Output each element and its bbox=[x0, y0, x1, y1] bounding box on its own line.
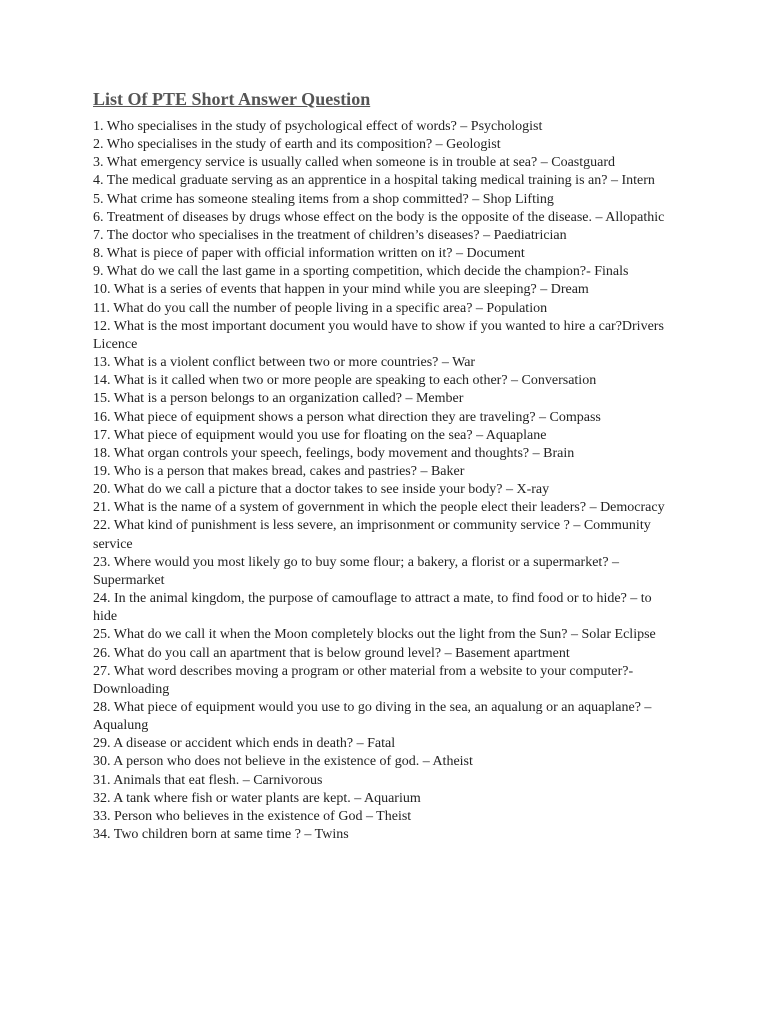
list-item: 28. What piece of equipment would you use to go diving in the sea, an aqualung or an aquaplane? – Aqualung bbox=[93, 700, 652, 734]
list-item: 1. Who specialises in the study of psychological effect of words? – Psychologist bbox=[93, 119, 543, 134]
question-list bbox=[93, 118, 673, 844]
list-item: 19. Who is a person that makes bread, cakes and pastries? – Baker bbox=[93, 463, 465, 479]
list-item: 26. What do you call an apartment that is below ground level? – Basement apartment bbox=[93, 645, 570, 661]
list-item: 18. What organ controls your speech, feelings, body movement and thoughts? – Brain bbox=[93, 445, 575, 461]
list-item: 3. What emergency service is usually called when someone is in trouble at sea? – Coastguard bbox=[93, 155, 615, 171]
list-item: 22. What kind of punishment is less severe, an imprisonment or community service ? – Community service bbox=[93, 518, 651, 552]
list-item: 23. Where would you most likely go to buy some flour; a bakery, a florist or a supermarket? – Supermarket bbox=[93, 554, 620, 588]
list-item: 8. What is piece of paper with official information written on it? – Document bbox=[93, 246, 525, 262]
list-item: 13. What is a violent conflict between two or more countries? – War bbox=[93, 355, 476, 371]
list-item: 29. A disease or accident which ends in death? – Fatal bbox=[93, 736, 396, 752]
list-item: 2. Who specialises in the study of earth and its composition? – Geologist bbox=[93, 137, 501, 153]
list-item: 20. What do we call a picture that a doctor takes to see inside your body? – X-ray bbox=[93, 482, 550, 498]
list-item: 10. What is a series of events that happen in your mind while you are sleeping? – Dream bbox=[93, 282, 589, 298]
list-item: 4. The medical graduate serving as an apprentice in a hospital taking medical training is an? – Intern bbox=[93, 173, 655, 189]
list-item: 15. What is a person belongs to an organization called? – Member bbox=[93, 391, 464, 407]
list-item: 24. In the animal kingdom, the purpose of camouflage to attract a mate, to find food or to hide? – to hide bbox=[93, 591, 652, 625]
list-item: 32. A tank where fish or water plants are kept. – Aquarium bbox=[93, 790, 421, 806]
list-item: 25. What do we call it when the Moon completely blocks out the light from the Sun? – Solar Eclipse bbox=[93, 627, 656, 643]
list-item: 16. What piece of equipment shows a person what direction they are traveling? – Compass bbox=[93, 409, 601, 425]
list-item: 34. Two children born at same time ? – Twins bbox=[93, 827, 349, 843]
list-item: 30. A person who does not believe in the existence of god. – Atheist bbox=[93, 754, 473, 770]
list-item: 9. What do we call the last game in a sporting competition, which decide the champion?- Finals bbox=[93, 264, 629, 280]
document-page bbox=[93, 88, 673, 844]
document-title: List Of PTE Short Answer Question bbox=[93, 89, 371, 109]
list-item: 11. What do you call the number of people living in a specific area? – Population bbox=[93, 300, 548, 316]
list-item: 6. Treatment of diseases by drugs whose effect on the body is the opposite of the disease. – Allopathic bbox=[93, 209, 665, 225]
list-item: 33. Person who believes in the existence of God – Theist bbox=[93, 808, 412, 824]
list-item: 27. What word describes moving a program or other material from a website to your computer?- Downloading bbox=[93, 663, 634, 697]
list-item: 7. The doctor who specialises in the treatment of children’s diseases? – Paediatrician bbox=[93, 227, 567, 243]
list-item: 31. Animals that eat flesh. – Carnivorous bbox=[93, 772, 323, 788]
list-item: 21. What is the name of a system of government in which the people elect their leaders? – Democracy bbox=[93, 500, 665, 516]
list-item: 5. What crime has someone stealing items from a shop committed? – Shop Lifting bbox=[93, 191, 554, 207]
list-item: 12. What is the most important document you would have to show if you wanted to hire a car?Drivers Licence bbox=[93, 318, 664, 352]
list-item: 14. What is it called when two or more people are speaking to each other? – Conversation bbox=[93, 373, 597, 389]
list-item: 17. What piece of equipment would you use for floating on the sea? – Aquaplane bbox=[93, 427, 547, 443]
